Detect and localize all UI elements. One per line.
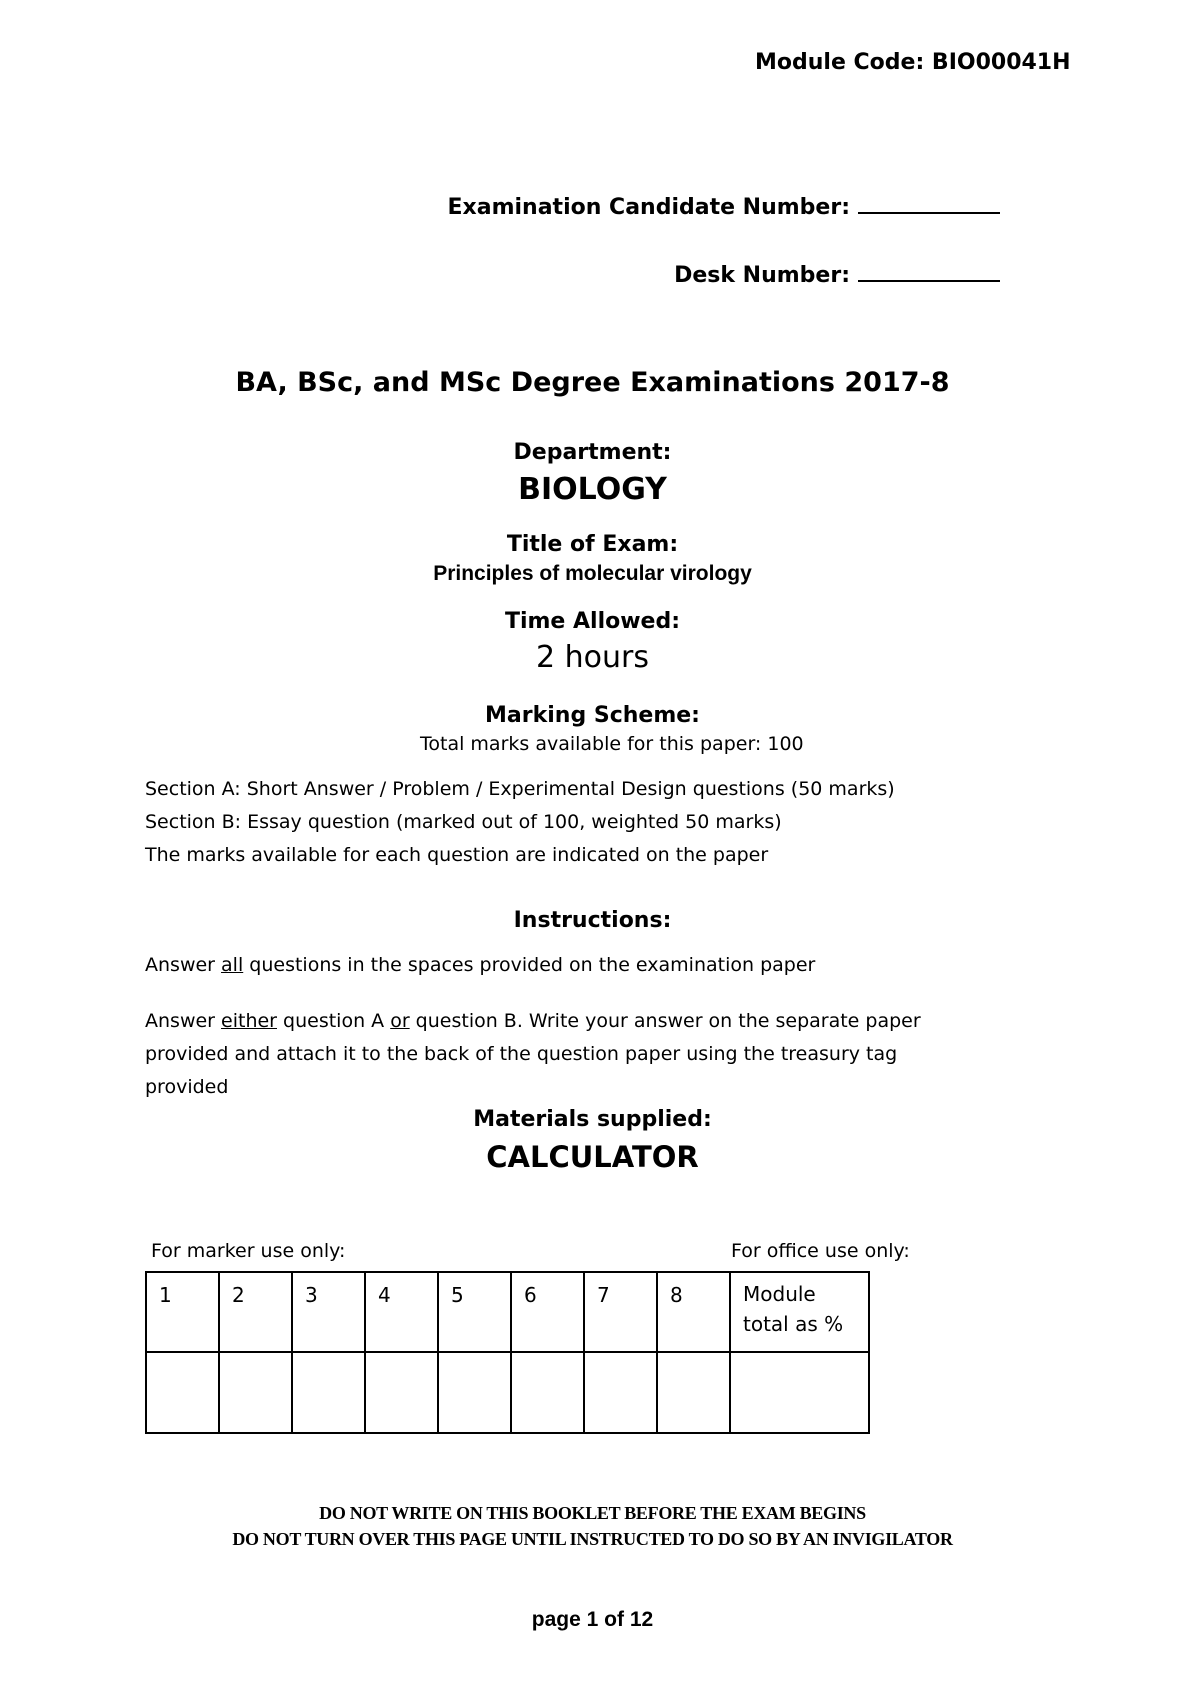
instruction-1-post: questions in the spaces provided on the examination paper [243,954,816,976]
instruction-2-pre: Answer [145,1010,222,1032]
instruction-1-emphasis: all [221,954,244,976]
marks-entry-4[interactable] [365,1352,438,1433]
time-allowed-label: Time Allowed: [504,609,681,634]
marks-col-1: 1 [146,1272,219,1352]
warning-line-1: DO NOT WRITE ON THIS BOOKLET BEFORE THE EXAM BEGINS [319,1503,866,1523]
marks-note: The marks available for each question are indicated on the paper [145,844,769,866]
marks-entry-7[interactable] [584,1352,657,1433]
marks-col-5: 5 [438,1272,511,1352]
desk-number-label: Desk Number: [674,263,850,288]
desk-number-blank[interactable] [858,260,1000,282]
marks-col-3: 3 [292,1272,365,1352]
marks-entry-6[interactable] [511,1352,584,1433]
marks-table [145,1271,870,1434]
marks-col-7: 7 [584,1272,657,1352]
materials-item: CALCULATOR [486,1140,699,1174]
instruction-1 [145,954,815,976]
marks-entry-module-total[interactable] [730,1352,869,1433]
exam-title: Principles of molecular virology [433,562,752,585]
time-allowed-value: 2 hours [536,640,649,675]
instruction-2-mid: question A [277,1010,391,1032]
marking-scheme-heading: Marking Scheme: [485,703,700,728]
instruction-2-post: question B. Write your answer on the separate paper provided and attach it to the back of the question paper using the treasury tag provided [145,1010,921,1098]
exam-title-label: Title of Exam: [506,532,679,557]
marks-entry-5[interactable] [438,1352,511,1433]
degree-title: BA, BSc, and MSc Degree Examinations 2017-8 [235,367,950,398]
section-b-text: Section B: Essay question (marked out of 100, weighted 50 marks) [145,811,782,833]
marks-entry-8[interactable] [657,1352,730,1433]
marks-table-header-row [146,1272,869,1352]
marks-entry-1[interactable] [146,1352,219,1433]
desk-number-field [674,260,1000,288]
instruction-2 [145,1005,965,1104]
module-code: Module Code: BIO00041H [755,50,1071,75]
candidate-number-field [448,192,1000,220]
instruction-1-pre: Answer [145,954,222,976]
marks-entry-3[interactable] [292,1352,365,1433]
candidate-number-blank[interactable] [858,192,1000,214]
marks-col-2: 2 [219,1272,292,1352]
materials-heading: Materials supplied: [473,1107,712,1132]
marks-col-module-total: Module total as % [730,1272,869,1352]
marks-col-6: 6 [511,1272,584,1352]
page-number: page 1 of 12 [531,1608,654,1631]
marks-col-4: 4 [365,1272,438,1352]
marker-use-label: For marker use only: [151,1240,346,1262]
department-label: Department: [513,440,672,465]
marks-entry-2[interactable] [219,1352,292,1433]
warning-line-2: DO NOT TURN OVER THIS PAGE UNTIL INSTRUCTED TO DO SO BY AN INVIGILATOR [232,1529,953,1549]
instructions-heading: Instructions: [513,908,672,933]
marks-col-8: 8 [657,1272,730,1352]
instruction-2-emphasis-or: or [390,1010,410,1032]
total-marks: Total marks available for this paper: 100 [420,733,804,755]
candidate-number-label: Examination Candidate Number: [447,195,850,220]
department-value: BIOLOGY [518,472,667,507]
office-use-label: For office use only: [731,1240,910,1262]
instruction-2-emphasis-either: either [221,1010,277,1032]
section-a-text: Section A: Short Answer / Problem / Experimental Design questions (50 marks) [145,778,895,800]
marks-table-entry-row [146,1352,869,1433]
